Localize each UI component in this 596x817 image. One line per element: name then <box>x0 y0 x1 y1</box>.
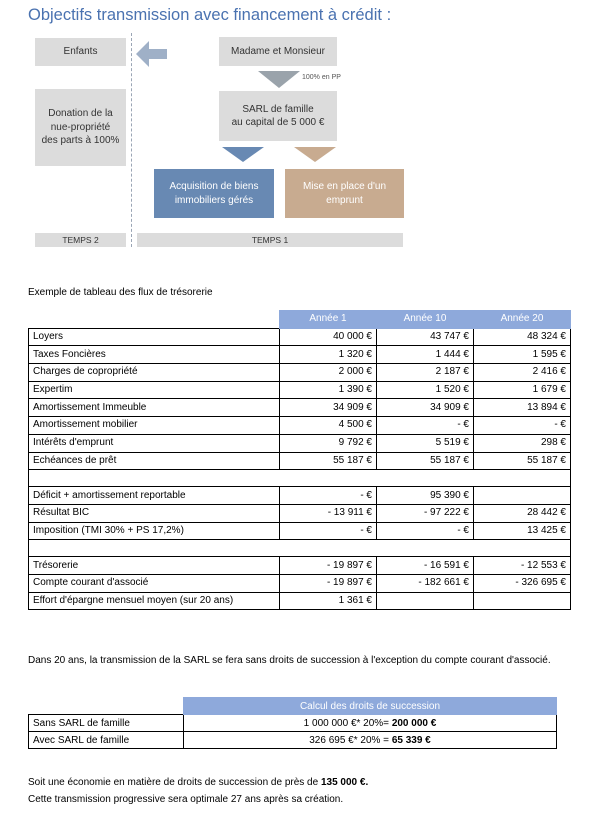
header-blank <box>29 311 280 329</box>
header-year-10: Année 10 <box>377 311 474 329</box>
ownership-note: 100% en PP <box>302 74 341 81</box>
row-label: Intérêts d'emprunt <box>29 434 280 452</box>
arrow-down-tan-icon <box>294 147 336 163</box>
cell: 48 324 € <box>474 328 571 346</box>
row-label: Compte courant d'associé <box>29 574 280 592</box>
arrow-down-icon <box>258 71 300 89</box>
acquisition-line-1: Acquisition de biens <box>169 181 259 192</box>
cell <box>377 592 474 610</box>
enfants-label: Enfants <box>63 46 98 58</box>
spacer-cell <box>29 470 571 487</box>
succession-header: Calcul des droits de succession <box>184 698 557 715</box>
row-label: Trésorerie <box>29 557 280 575</box>
acquisition-line-2: immobiliers gérés <box>174 194 254 206</box>
cell: - € <box>280 522 377 540</box>
cell: 55 187 € <box>377 452 474 470</box>
succession-value <box>184 732 557 749</box>
row-label: Effort d'épargne mensuel moyen (sur 20 ans) <box>29 592 280 610</box>
emprunt-line-2: emprunt <box>326 194 363 206</box>
conclusion-text: Soit une économie en matière de droits de succession de près de <box>28 777 321 788</box>
cell: 298 € <box>474 434 571 452</box>
donation-line-3: des parts à 100% <box>41 135 120 147</box>
parents-label: Madame et Monsieur <box>231 45 325 57</box>
table-row <box>29 557 571 575</box>
spacer-row <box>29 540 571 557</box>
cell: - 13 911 € <box>280 504 377 522</box>
timeline-divider <box>131 33 132 247</box>
acquisition-box <box>154 169 274 218</box>
value-result: 200 000 € <box>391 717 437 729</box>
table-row <box>29 732 557 749</box>
cell: - € <box>377 522 474 540</box>
row-label: Amortissement Immeuble <box>29 399 280 417</box>
table-row <box>29 399 571 417</box>
table-row <box>29 487 571 505</box>
arrow-down-blue-icon <box>222 147 264 163</box>
header-blank <box>29 698 184 715</box>
cell: 2 416 € <box>474 364 571 382</box>
cell: - 97 222 € <box>377 504 474 522</box>
table-header-row <box>29 311 571 329</box>
cell: 1 520 € <box>377 381 474 399</box>
cell: - € <box>280 487 377 505</box>
cell: 55 187 € <box>280 452 377 470</box>
cell: 2 187 € <box>377 364 474 382</box>
spacer-cell <box>29 540 571 557</box>
cell: 9 792 € <box>280 434 377 452</box>
flux-caption: Exemple de tableau des flux de trésorerie <box>28 287 213 298</box>
enfants-box <box>35 38 126 66</box>
cell: - 16 591 € <box>377 557 474 575</box>
cell: 43 747 € <box>377 328 474 346</box>
cell: 2 000 € <box>280 364 377 382</box>
temps1-bar <box>137 233 403 247</box>
cell: 40 000 € <box>280 328 377 346</box>
spacer-row <box>29 470 571 487</box>
row-label: Taxes Foncières <box>29 346 280 364</box>
row-label: Amortissement mobilier <box>29 417 280 435</box>
table-row <box>29 592 571 610</box>
conclusion-line-2: Cette transmission progressive sera optimale 27 ans après sa création. <box>28 794 344 805</box>
cell: - 19 897 € <box>280 557 377 575</box>
cell: 34 909 € <box>377 399 474 417</box>
table-row <box>29 452 571 470</box>
table-row <box>29 522 571 540</box>
page-title: Objectifs transmission avec financement à crédit : <box>28 6 392 24</box>
row-label: Déficit + amortissement reportable <box>29 487 280 505</box>
succession-header-row <box>29 698 557 715</box>
cell: 34 909 € <box>280 399 377 417</box>
cell: 1 595 € <box>474 346 571 364</box>
table-row <box>29 364 571 382</box>
table-row <box>29 381 571 399</box>
donation-box <box>35 89 126 166</box>
table-row <box>29 574 571 592</box>
value-formula: 1 000 000 €* 20%= <box>303 717 392 729</box>
emprunt-line-1: Mise en place d'un <box>302 181 387 192</box>
value-result: 65 339 € <box>391 734 431 746</box>
cell: - € <box>377 417 474 435</box>
row-label: Sans SARL de famille <box>29 715 184 732</box>
succession-table <box>28 697 557 749</box>
cell: 1 390 € <box>280 381 377 399</box>
arrow-left-icon <box>136 40 168 68</box>
cell: 1 679 € <box>474 381 571 399</box>
cell: 55 187 € <box>474 452 571 470</box>
savings-amount: 135 000 €. <box>320 777 369 788</box>
donation-line-2: nue-propriété <box>50 121 111 133</box>
header-year-20: Année 20 <box>474 311 571 329</box>
cell: - € <box>474 417 571 435</box>
row-label: Résultat BIC <box>29 504 280 522</box>
table-row <box>29 504 571 522</box>
cell <box>474 487 571 505</box>
cell: - 182 661 € <box>377 574 474 592</box>
cell: 13 894 € <box>474 399 571 417</box>
cashflow-table <box>28 310 571 610</box>
cell: - 326 695 € <box>474 574 571 592</box>
conclusion-line-1 <box>28 774 573 791</box>
table-row <box>29 346 571 364</box>
transmission-paragraph: Dans 20 ans, la transmission de la SARL se fera sans droits de succession à l'exception du compte courant d'associé. <box>28 655 551 666</box>
cell: 13 425 € <box>474 522 571 540</box>
cell: 95 390 € <box>377 487 474 505</box>
row-label: Charges de copropriété <box>29 364 280 382</box>
row-label: Echéances de prêt <box>29 452 280 470</box>
value-formula: 326 695 €* 20% = <box>309 734 392 746</box>
row-label: Loyers <box>29 328 280 346</box>
cell: 1 361 € <box>280 592 377 610</box>
table-row <box>29 328 571 346</box>
cell <box>474 592 571 610</box>
sarl-box <box>219 91 337 141</box>
row-label: Expertim <box>29 381 280 399</box>
sarl-line-2: au capital de 5 000 € <box>231 117 325 128</box>
temps1-label: TEMPS 1 <box>251 235 289 245</box>
sarl-line-1: SARL de famille <box>242 103 314 115</box>
emprunt-box <box>285 169 404 218</box>
cell: 1 320 € <box>280 346 377 364</box>
succession-value <box>184 715 557 732</box>
table-row <box>29 417 571 435</box>
cell: 28 442 € <box>474 504 571 522</box>
table-row <box>29 715 557 732</box>
temps2-bar <box>35 233 126 247</box>
header-year-1: Année 1 <box>280 311 377 329</box>
temps2-label: TEMPS 2 <box>62 235 99 245</box>
table-row <box>29 434 571 452</box>
cell: 5 519 € <box>377 434 474 452</box>
cell: 1 444 € <box>377 346 474 364</box>
row-label: Imposition (TMI 30% + PS 17,2%) <box>29 522 280 540</box>
parents-box <box>219 37 337 66</box>
row-label: Avec SARL de famille <box>29 732 184 749</box>
cell: - 19 897 € <box>280 574 377 592</box>
cell: 4 500 € <box>280 417 377 435</box>
donation-line-1: Donation de la <box>48 108 113 120</box>
cell: - 12 553 € <box>474 557 571 575</box>
